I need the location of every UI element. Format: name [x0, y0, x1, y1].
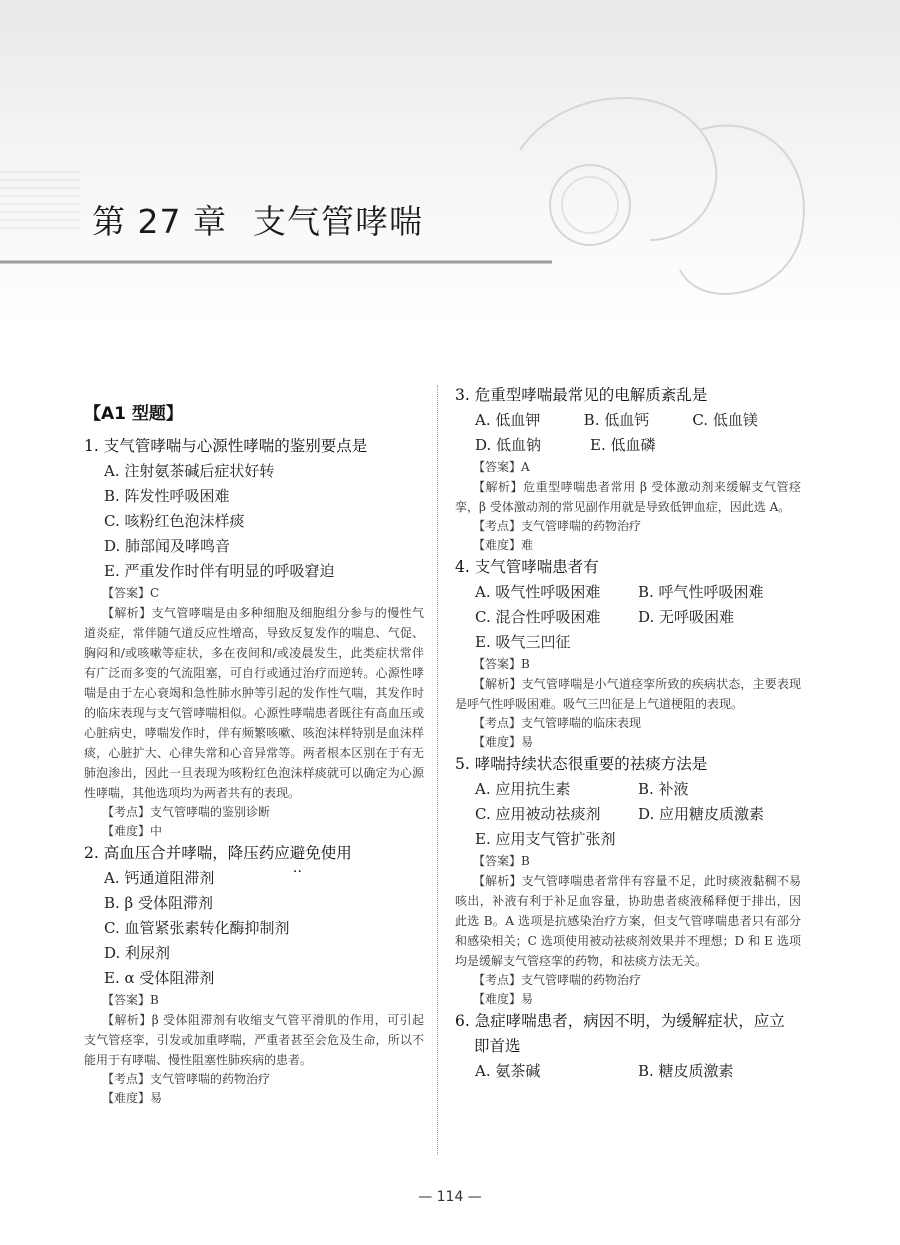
section-heading: 【A1 型题】	[84, 404, 183, 424]
stethoscope-tube	[520, 98, 716, 240]
stethoscope-decoration	[0, 0, 900, 330]
question-1-answer: 【答案】C	[102, 586, 160, 600]
question-4-answer: 【答案】B	[473, 657, 530, 671]
question-3-stem: 3. 危重型哮喘最常见的电解质紊乱是	[455, 386, 708, 404]
question-4-option: D. 无呼吸困难	[638, 608, 735, 626]
question-2-stem	[84, 841, 424, 866]
question-1-option: A. 注射氨茶碱后症状好转	[104, 462, 275, 480]
question-1-stem: 1. 支气管哮喘与心源性哮喘的鉴别要点是	[84, 437, 368, 455]
question-2-analysis: 【解析】β 受体阻滞剂有收缩支气管平滑肌的作用，可引起支气管痉挛，引发或加重哮喘，严重者甚至会危及生命，所以不能用于有哮喘、慢性阻塞性肺疾病的患者。	[84, 1013, 424, 1067]
question-4-option: B. 呼气性呼吸困难	[638, 583, 764, 601]
question-3-option: E. 低血磷	[590, 436, 656, 454]
question-4-stem: 4. 支气管哮喘患者有	[455, 558, 599, 576]
question-2-option: E. α 受体阻滞剂	[104, 969, 215, 987]
question-5-option: D. 应用糖皮质激素	[638, 805, 765, 823]
question-2-point: 【考点】支气管哮喘的药物治疗	[102, 1072, 271, 1086]
stethoscope-tube-2	[680, 126, 804, 294]
question-3-option: C. 低血镁	[692, 411, 758, 429]
question-6-stem: 6. 急症哮喘患者，病因不明，为缓解症状，应立	[455, 1012, 785, 1030]
question-4-options-row	[455, 605, 801, 630]
question-3-options-row	[455, 408, 801, 433]
question-6-options-row	[455, 1059, 801, 1084]
question-3-point: 【考点】支气管哮喘的药物治疗	[473, 519, 642, 533]
question-5-point: 【考点】支气管哮喘的药物治疗	[473, 973, 642, 987]
chapter-name: 支气管哮喘	[252, 202, 423, 241]
question-1-option: B. 阵发性呼吸困难	[104, 487, 230, 505]
question-5-analysis: 【解析】支气管哮喘患者常伴有容量不足，此时痰液黏稠不易咳出，补液有利于补足血容量，协助患者痰液稀释便于排出，因此选 B。A 选项是抗感染治疗方案，但支气管哮喘患者只有部分和感染相关；C 选项使用被动祛痰剂效果并不理想；D 和 E 选项均是缓解支气管痉挛的药物，和祛痰方法无关。	[455, 874, 801, 968]
question-2-emphasis: 避免 ‥	[290, 844, 321, 862]
question-4-point: 【考点】支气管哮喘的临床表现	[473, 716, 642, 730]
question-4-option: A. 吸气性呼吸困难	[475, 583, 601, 601]
question-5-answer: 【答案】B	[473, 854, 530, 868]
header-stripes	[0, 172, 80, 228]
question-5-option: E. 应用支气管扩张剂	[475, 830, 616, 848]
question-1-option: C. 咳粉红色泡沫样痰	[104, 512, 245, 530]
question-3-option: D. 低血钠	[475, 436, 542, 454]
question-4-options-row	[455, 580, 801, 605]
question-3-option: B. 低血钙	[583, 411, 650, 429]
question-6-stem-continued: 即首选	[474, 1037, 521, 1055]
question-3-analysis: 【解析】危重型哮喘患者常用 β 受体激动剂来缓解支气管痉挛，β 受体激动剂的常见副作用就是导致低钾血症，因此选 A。	[455, 480, 801, 514]
right-column	[455, 383, 801, 1084]
question-5-option: B. 补液	[638, 780, 689, 798]
question-1-option: E. 严重发作时伴有明显的呼吸窘迫	[104, 562, 335, 580]
chapter-number: 第 27 章	[92, 202, 227, 241]
question-3-option: A. 低血钾	[475, 411, 541, 429]
left-column	[84, 383, 424, 1108]
chapter-title	[92, 196, 423, 243]
question-2-stem-part: 2. 高血压合并哮喘，降压药应	[84, 844, 290, 862]
question-1-analysis: 【解析】支气管哮喘是由多种细胞及细胞组分参与的慢性气道炎症，常伴随气道反应性增高，导致反复发作的喘息、气促、胸闷和/或咳嗽等症状，多在夜间和/或凌晨发生，此类症状常伴有广泛而多变的气流阻塞，可自行或通过治疗而逆转。心源性哮喘是由于左心衰竭和急性肺水肿等引起的发作性气喘，其发作时的临床表现与支气管哮喘相似。心源性哮喘患者既往有高血压或心脏病史，哮喘发作时，伴有频繁咳嗽、咳泡沫样特别是血沫样痰，心脏扩大、心律失常和心音异常等。两者根本区别在于有无肺泡渗出，因此一旦表现为咳粉红色泡沫样痰就可以确定为心源性哮喘，其他选项均为两者共有的表现。	[84, 606, 424, 800]
question-2-stem-part: 使用	[320, 844, 352, 862]
question-1-difficulty: 【难度】中	[102, 824, 163, 838]
question-4-analysis: 【解析】支气管哮喘是小气道痉挛所致的疾病状态，主要表现是呼气性呼吸困难。吸气三凹征是上气道梗阻的表现。	[455, 677, 801, 711]
question-4-difficulty: 【难度】易	[473, 735, 534, 749]
question-5-stem: 5. 哮喘持续状态很重要的祛痰方法是	[455, 755, 708, 773]
question-2-difficulty: 【难度】易	[102, 1091, 163, 1105]
question-6-option: B. 糖皮质激素	[638, 1062, 734, 1080]
question-1-point: 【考点】支气管哮喘的鉴别诊断	[102, 805, 271, 819]
question-5-difficulty: 【难度】易	[473, 992, 534, 1006]
question-2-answer: 【答案】B	[102, 993, 159, 1007]
question-5-option: A. 应用抗生素	[475, 780, 571, 798]
question-5-option: C. 应用被动祛痰剂	[475, 805, 601, 823]
question-4-option: C. 混合性呼吸困难	[475, 608, 601, 626]
column-divider	[437, 385, 438, 1155]
page-number: — 114 —	[418, 1189, 482, 1205]
question-3-options-row	[455, 433, 801, 458]
question-3-answer: 【答案】A	[473, 460, 530, 474]
question-2-option: A. 钙通道阻滞剂	[104, 869, 215, 887]
stethoscope-chestpiece-inner	[562, 177, 618, 233]
question-1-option: D. 肺部闻及哮鸣音	[104, 537, 231, 555]
question-2-option: B. β 受体阻滞剂	[104, 894, 213, 912]
question-6-option: A. 氨茶碱	[475, 1062, 541, 1080]
question-2-option: D. 利尿剂	[104, 944, 171, 962]
question-5-options-row	[455, 802, 801, 827]
question-5-options-row	[455, 777, 801, 802]
question-3-difficulty: 【难度】难	[473, 538, 534, 552]
question-4-option: E. 吸气三凹征	[475, 633, 571, 651]
question-2-option: C. 血管紧张素转化酶抑制剂	[104, 919, 290, 937]
